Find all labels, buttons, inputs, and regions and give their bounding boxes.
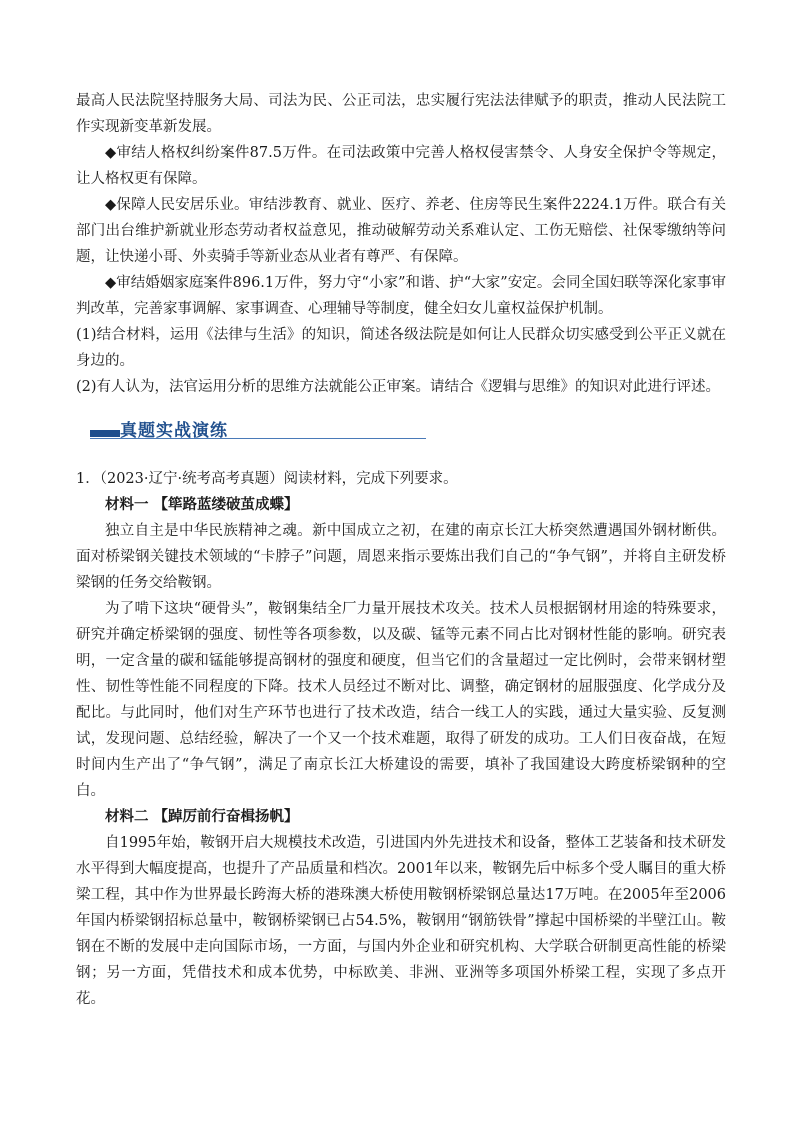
section-bar-icon [90, 430, 120, 437]
material-2-paragraph-1: 自1995年始，鞍钢开启大规模技术改造，引进国内外先进技术和设备，整体工艺装备和技术研发水平得到大幅度提高，也提升了产品质量和档次。2001年以来，鞍钢先后中标多个受人瞩目的重大桥梁工程，其中作为世界最长跨海大桥的港珠澳大桥使用鞍钢桥梁钢总量达17万吨。在2005年至2006年国内桥梁钢招标总量中，鞍钢桥梁钢已占54.5%，鞍钢用“钢筋铁骨”撑起中国桥梁的半壁江山。鞍钢在不断的发展中走向国际市场，一方面，与国内外企业和研究机构、大学联合研制更高性能的桥梁钢；另一方面，凭借技术和成本优势，中标欧美、非洲、亚洲等多项国外桥梁工程，实现了多点开花。 [76, 835, 726, 1007]
section-title: 真题实战演练 [120, 421, 228, 441]
section-header [76, 414, 726, 448]
intro-paragraph: 最高人民法院坚持服务大局、司法为民、公正司法，忠实履行宪法法律赋予的职责，推动人民法院工作实现新变革新发展。 [76, 93, 726, 135]
bullet-family-cases: ◆审结婚姻家庭案件896.1万件，努力守“小家”和谐、护“大家”安定。会同全国妇联等深化家事审判改革，完善家事调解、家事调查、心理辅导等制度，健全妇女儿童权益保护机制。 [76, 275, 726, 317]
bullet-livelihood: ◆保障人民安居乐业。审结涉教育、就业、医疗、养老、住房等民生案件2224.1万件。联合有关部门出台维护新就业形态劳动者权益意见，推动破解劳动关系难认定、工伤无赔偿、社保零缴纳等问题，让快递小哥、外卖骑手等新业态从业者有尊严、有保障。 [76, 197, 726, 265]
question-1: (1)结合材料，运用《法律与生活》的知识，简述各级法院是如何让人民群众切实感受到公平正义就在身边的。 [76, 327, 726, 369]
material-1-paragraph-1: 独立自主是中华民族精神之魂。新中国成立之初，在建的南京长江大桥突然遭遇国外钢材断供。面对桥梁钢关键技术领域的“卡脖子”问题，周恩来指示要炼出我们自己的“争气钢”，并将自主研发桥梁钢的任务交给鞍钢。 [76, 523, 726, 591]
material-1-title: 材料一 【筚路蓝缕破茧成蝶】 [105, 496, 299, 513]
page-content [76, 88, 726, 1012]
material-2-title: 材料二 【踔厉前行奋楫扬帆】 [105, 808, 299, 825]
bullet-personality-rights: ◆审结人格权纠纷案件87.5万件。在司法政策中完善人格权侵害禁令、人身安全保护令等规定，让人格权更有保障。 [76, 145, 726, 187]
question-stem: 1．（2023·辽宁·统考高考真题）阅读材料，完成下列要求。 [76, 471, 458, 487]
question-2: (2)有人认为，法官运用分析的思维方法就能公正审案。请结合《逻辑与思维》的知识对此进行评述。 [76, 379, 721, 395]
material-1-paragraph-2: 为了啃下这块“硬骨头”，鞍钢集结全厂力量开展技术攻关。技术人员根据钢材用途的特殊要求，研究并确定桥梁钢的强度、韧性等各项参数，以及碳、锰等元素不同占比对钢材性能的影响。研究表明，一定含量的碳和锰能够提高钢材的强度和硬度，但当它们的含量超过一定比例时，会带来钢材塑性、韧性等性能不同程度的下降。技术人员经过不断对比、调整，确定钢材的屈服强度、化学成分及配比。与此同时，他们对生产环节也进行了技术改造，结合一线工人的实践，通过大量实验、反复测试，发现问题、总结经验，解决了一个又一个技术难题，取得了研发的成功。工人们日夜奋战，在短时间内生产出了“争气钢”，满足了南京长江大桥建设的需要，填补了我国建设大跨度桥梁钢种的空白。 [76, 601, 726, 799]
